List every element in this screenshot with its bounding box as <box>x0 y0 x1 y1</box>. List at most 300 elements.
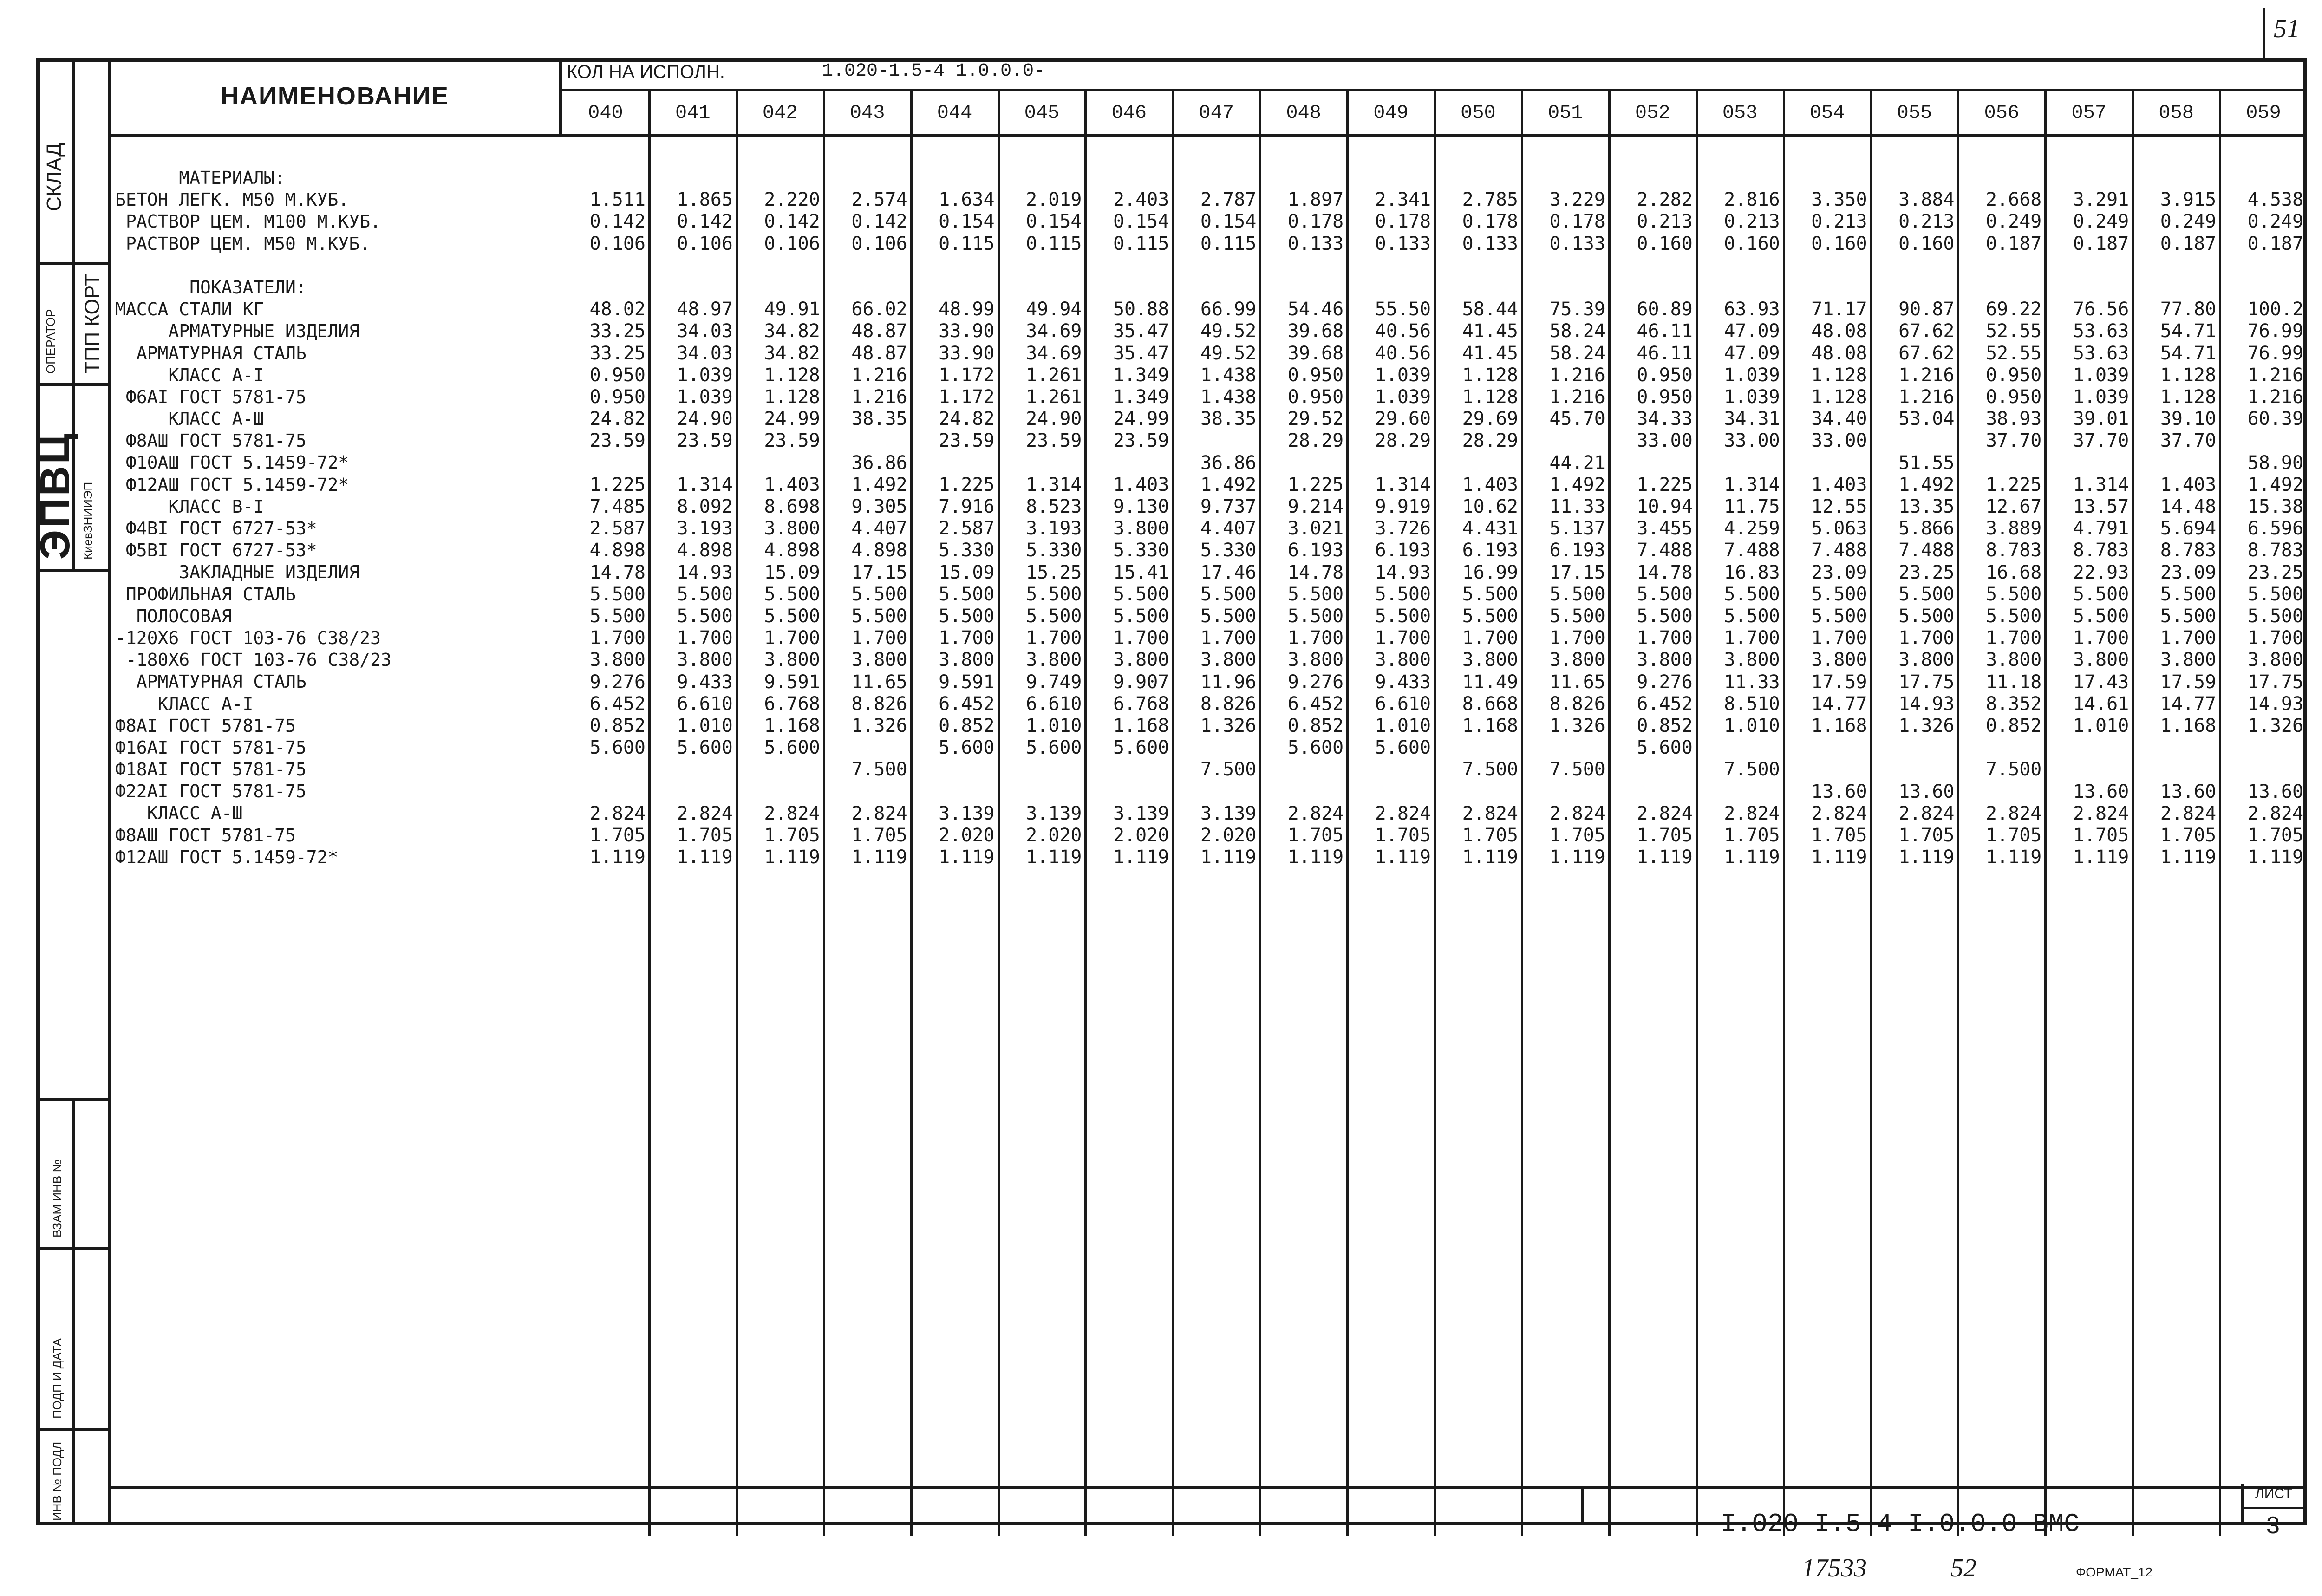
strip-divider <box>36 383 111 386</box>
column-header: 044 <box>911 91 998 137</box>
table-cell: 7.500 <box>1200 759 1257 781</box>
table-cell: 6.193 <box>1462 540 1518 561</box>
table-cell: 1.119 <box>1462 847 1518 868</box>
stamp-epvts: ЭПВЦ <box>32 431 78 560</box>
stamp-tpp-kort: ТПП КОРТ <box>81 274 104 374</box>
table-cell: 47.09 <box>1724 320 1780 342</box>
table-cell: 0.133 <box>1462 233 1518 254</box>
table-cell: 3.800 <box>1811 649 1867 671</box>
table-cell: 4.538 <box>2247 189 2304 211</box>
format-label: ФОРМАТ_12 <box>2076 1565 2153 1579</box>
table-cell: 1.314 <box>1375 474 1431 495</box>
table-cell: 5.500 <box>1200 583 1257 605</box>
column-divider <box>2219 91 2221 1536</box>
row-name: ЗАКЛАДНЫЕ ИЗДЕЛИЯ <box>115 562 360 583</box>
table-cell: 51.55 <box>1898 452 1955 474</box>
table-cell: 8.352 <box>1985 693 2042 715</box>
table-cell: 3.800 <box>1113 649 1169 671</box>
table-cell: 35.47 <box>1113 320 1169 342</box>
row-name: ПОЛОСОВАЯ <box>115 606 232 626</box>
table-cell: 1.705 <box>1375 825 1431 846</box>
table-cell: 2.787 <box>1200 189 1257 211</box>
table-cell: 5.500 <box>1549 606 1605 627</box>
table-cell: 3.800 <box>2247 649 2304 671</box>
table-cell: 0.249 <box>2247 211 2304 233</box>
table-cell: 0.178 <box>1462 211 1518 233</box>
table-cell: 6.452 <box>1287 693 1344 715</box>
column-divider <box>1346 91 1349 1536</box>
table-cell: 0.160 <box>1724 233 1780 254</box>
table-cell: 33.25 <box>589 320 646 342</box>
table-cell: 3.726 <box>1375 518 1431 540</box>
table-cell: 8.092 <box>677 496 733 517</box>
table-cell: 39.68 <box>1287 320 1344 342</box>
table-cell: 45.70 <box>1549 408 1605 430</box>
page-number-bar <box>2263 8 2265 62</box>
table-cell: 9.276 <box>1287 671 1344 693</box>
table-cell: 0.213 <box>1898 211 1955 233</box>
table-cell: 16.99 <box>1462 561 1518 583</box>
table-cell: 1.261 <box>1026 386 1082 408</box>
table-cell: 1.119 <box>1811 847 1867 868</box>
table-cell: 5.500 <box>1462 606 1518 627</box>
table-cell: 9.749 <box>1026 671 1082 693</box>
table-cell: 2.282 <box>1637 189 1693 211</box>
table-cell: 5.500 <box>939 583 995 605</box>
table-cell: 6.452 <box>1637 693 1693 715</box>
table-cell: 9.737 <box>1200 496 1257 517</box>
name-column-header: НАИМЕНОВАНИЕ <box>111 58 562 137</box>
table-cell: 53.63 <box>2073 342 2129 364</box>
table-cell: 5.600 <box>1375 737 1431 759</box>
table-cell: 0.950 <box>1637 364 1693 386</box>
column-header: 053 <box>1696 91 1784 137</box>
table-cell: 5.600 <box>1113 737 1169 759</box>
table-cell: 1.705 <box>1549 825 1605 846</box>
table-cell: 75.39 <box>1549 299 1605 320</box>
table-cell: 38.35 <box>851 408 907 430</box>
table-cell: 58.90 <box>2247 452 2304 474</box>
table-cell: 0.852 <box>1985 715 2042 736</box>
table-cell: 2.020 <box>1026 825 1082 846</box>
table-cell: 1.128 <box>764 386 820 408</box>
table-cell: 1.172 <box>939 386 995 408</box>
table-cell: 1.314 <box>1026 474 1082 495</box>
table-cell: 17.43 <box>2073 671 2129 693</box>
table-cell: 8.783 <box>2160 540 2217 561</box>
table-cell: 13.60 <box>1811 781 1867 802</box>
table-cell: 3.884 <box>1898 189 1955 211</box>
table-cell: 1.700 <box>2247 627 2304 649</box>
table-cell: 0.106 <box>851 233 907 254</box>
table-cell: 17.15 <box>1549 561 1605 583</box>
table-cell: 3.800 <box>1462 649 1518 671</box>
row-name: Ф6АI ГОСТ 5781-75 <box>115 386 307 407</box>
table-cell: 0.249 <box>2073 211 2129 233</box>
table-cell: 3.139 <box>1113 802 1169 824</box>
row-name: РАСТВОР ЦЕМ. М50 М.КУБ. <box>115 233 371 254</box>
table-cell: 1.039 <box>677 386 733 408</box>
table-cell: 3.800 <box>1200 649 1257 671</box>
table-cell: 1.700 <box>1287 627 1344 649</box>
table-cell: 3.800 <box>851 649 907 671</box>
table-cell: 5.500 <box>1985 606 2042 627</box>
table-cell: 2.824 <box>1898 802 1955 824</box>
table-cell: 5.500 <box>1898 583 1955 605</box>
row-name: МАССА СТАЛИ КГ <box>115 299 264 320</box>
table-cell: 10.94 <box>1637 496 1693 517</box>
table-cell: 67.62 <box>1898 342 1955 364</box>
table-cell: 33.00 <box>1724 430 1780 452</box>
table-cell: 1.119 <box>677 847 733 868</box>
table-cell: 1.700 <box>1462 627 1518 649</box>
table-cell: 33.90 <box>939 320 995 342</box>
specification-table <box>111 58 2307 1488</box>
table-cell: 1.700 <box>2073 627 2129 649</box>
table-cell: 11.75 <box>1724 496 1780 517</box>
table-cell: 1.168 <box>1113 715 1169 736</box>
table-cell: 53.63 <box>2073 320 2129 342</box>
row-name: -120Х6 ГОСТ 103-76 С38/23 <box>115 627 381 648</box>
table-cell: 41.45 <box>1462 342 1518 364</box>
table-cell: 33.25 <box>589 342 646 364</box>
row-name: АРМАТУРНАЯ СТАЛЬ <box>115 343 307 364</box>
table-cell: 9.907 <box>1113 671 1169 693</box>
table-cell: 8.783 <box>2247 540 2304 561</box>
row-name: Ф22АI ГОСТ 5781-75 <box>115 781 307 802</box>
table-cell: 15.09 <box>764 561 820 583</box>
table-cell: 3.800 <box>1549 649 1605 671</box>
table-cell: 1.314 <box>677 474 733 495</box>
table-cell: 1.010 <box>1375 715 1431 736</box>
table-cell: 13.35 <box>1898 496 1955 517</box>
table-cell: 2.824 <box>1375 802 1431 824</box>
table-cell: 1.119 <box>1287 847 1344 868</box>
table-cell: 1.403 <box>2160 474 2217 495</box>
table-cell: 47.09 <box>1724 342 1780 364</box>
table-cell: 0.142 <box>851 211 907 233</box>
table-cell: 1.039 <box>1724 364 1780 386</box>
table-cell: 13.60 <box>2247 781 2304 802</box>
table-cell: 1.326 <box>1200 715 1257 736</box>
table-cell: 52.55 <box>1985 342 2042 364</box>
table-cell: 1.128 <box>1462 364 1518 386</box>
table-cell: 40.56 <box>1375 320 1431 342</box>
table-cell: 0.142 <box>764 211 820 233</box>
column-header: 049 <box>1347 91 1435 137</box>
table-cell: 1.403 <box>1462 474 1518 495</box>
table-cell: 50.88 <box>1113 299 1169 320</box>
table-cell: 3.455 <box>1637 518 1693 540</box>
table-cell: 3.800 <box>677 649 733 671</box>
table-cell: 7.488 <box>1724 540 1780 561</box>
table-cell: 5.600 <box>1287 737 1344 759</box>
table-cell: 23.59 <box>589 430 646 452</box>
table-cell: 5.330 <box>1026 540 1082 561</box>
table-cell: 15.25 <box>1026 561 1082 583</box>
table-cell: 2.403 <box>1113 189 1169 211</box>
table-cell: 11.49 <box>1462 671 1518 693</box>
table-cell: 8.510 <box>1724 693 1780 715</box>
table-cell: 0.950 <box>1287 364 1344 386</box>
column-header: 059 <box>2220 91 2307 137</box>
table-cell: 39.01 <box>2073 408 2129 430</box>
table-cell: 7.488 <box>1898 540 1955 561</box>
table-cell: 14.61 <box>2073 693 2129 715</box>
table-cell: 0.115 <box>939 233 995 254</box>
table-cell: 52.55 <box>1985 320 2042 342</box>
table-cell: 8.783 <box>2073 540 2129 561</box>
table-cell: 1.705 <box>1462 825 1518 846</box>
row-name: БЕТОН ЛЕГК. М50 М.КУБ. <box>115 189 349 210</box>
table-cell: 1.403 <box>764 474 820 495</box>
table-cell: 2.020 <box>1113 825 1169 846</box>
table-cell: 2.824 <box>589 802 646 824</box>
table-cell: 66.02 <box>851 299 907 320</box>
column-header: 040 <box>562 91 649 137</box>
table-cell: 2.587 <box>589 518 646 540</box>
table-cell: 2.824 <box>851 802 907 824</box>
table-cell: 15.41 <box>1113 561 1169 583</box>
table-cell: 23.25 <box>1898 561 1955 583</box>
column-header: 047 <box>1173 91 1260 137</box>
table-cell: 0.106 <box>589 233 646 254</box>
table-cell: 23.09 <box>2160 561 2217 583</box>
table-cell: 1.039 <box>1375 364 1431 386</box>
table-cell: 1.168 <box>1811 715 1867 736</box>
table-cell: 1.128 <box>1462 386 1518 408</box>
table-cell: 1.705 <box>1724 825 1780 846</box>
table-cell: 58.24 <box>1549 320 1605 342</box>
table-cell: 1.349 <box>1113 386 1169 408</box>
table-cell: 6.610 <box>677 693 733 715</box>
table-cell: 5.500 <box>1637 606 1693 627</box>
table-cell: 54.71 <box>2160 342 2217 364</box>
table-cell: 4.898 <box>851 540 907 561</box>
column-divider <box>823 91 825 1536</box>
table-cell: 1.705 <box>1287 825 1344 846</box>
table-cell: 66.99 <box>1200 299 1257 320</box>
table-cell: 14.93 <box>1375 561 1431 583</box>
table-cell: 40.56 <box>1375 342 1431 364</box>
table-cell: 5.600 <box>1637 737 1693 759</box>
table-cell: 1.492 <box>2247 474 2304 495</box>
row-name: КЛАСС А-I <box>115 693 254 714</box>
table-cell: 1.119 <box>1113 847 1169 868</box>
table-cell: 12.55 <box>1811 496 1867 517</box>
table-cell: 1.700 <box>2160 627 2217 649</box>
table-cell: 1.119 <box>1724 847 1780 868</box>
table-cell: 1.119 <box>939 847 995 868</box>
row-name: Ф12АШ ГОСТ 5.1459-72* <box>115 847 339 867</box>
table-cell: 17.46 <box>1200 561 1257 583</box>
table-cell: 2.824 <box>2247 802 2304 824</box>
table-cell: 76.56 <box>2073 299 2129 320</box>
table-cell: 0.852 <box>589 715 646 736</box>
column-header: 041 <box>649 91 737 137</box>
column-header: 051 <box>1522 91 1609 137</box>
table-cell: 1.119 <box>764 847 820 868</box>
table-cell: 1.326 <box>1898 715 1955 736</box>
table-cell: 2.668 <box>1985 189 2042 211</box>
table-cell: 41.45 <box>1462 320 1518 342</box>
table-cell: 36.86 <box>851 452 907 474</box>
column-divider <box>1521 91 1523 1536</box>
table-cell: 2.824 <box>1637 802 1693 824</box>
table-cell: 2.824 <box>1811 802 1867 824</box>
table-cell: 1.700 <box>764 627 820 649</box>
table-cell: 0.187 <box>1985 233 2042 254</box>
table-cell: 0.950 <box>1637 386 1693 408</box>
table-cell: 0.154 <box>939 211 995 233</box>
table-cell: 23.09 <box>1811 561 1867 583</box>
table-cell: 2.824 <box>2160 802 2217 824</box>
column-header: 055 <box>1871 91 1958 137</box>
table-cell: 1.438 <box>1200 386 1257 408</box>
table-cell: 1.128 <box>2160 386 2217 408</box>
row-name: АРМАТУРНАЯ СТАЛЬ <box>115 671 307 692</box>
quantity-header-code: 1.020-1.5-4 1.0.0.0- <box>822 61 1045 82</box>
table-cell: 1.492 <box>851 474 907 495</box>
table-cell: 1.225 <box>589 474 646 495</box>
table-cell: 1.700 <box>1898 627 1955 649</box>
table-cell: 33.00 <box>1811 430 1867 452</box>
sheet-label: ЛИСТ <box>2255 1486 2293 1501</box>
table-cell: 5.500 <box>1898 606 1955 627</box>
table-cell: 5.500 <box>2160 583 2217 605</box>
table-cell: 0.950 <box>1985 386 2042 408</box>
table-cell: 14.78 <box>1287 561 1344 583</box>
table-cell: 17.15 <box>851 561 907 583</box>
table-cell: 7.500 <box>1462 759 1518 781</box>
table-cell: 3.800 <box>1724 649 1780 671</box>
table-cell: 1.700 <box>589 627 646 649</box>
table-cell: 39.68 <box>1287 342 1344 364</box>
table-cell: 1.119 <box>2247 847 2304 868</box>
table-cell: 3.021 <box>1287 518 1344 540</box>
table-cell: 2.019 <box>1026 189 1082 211</box>
table-cell: 34.31 <box>1724 408 1780 430</box>
table-cell: 1.119 <box>1898 847 1955 868</box>
table-cell: 5.500 <box>1200 606 1257 627</box>
row-name: АРМАТУРНЫЕ ИЗДЕЛИЯ <box>115 321 360 342</box>
table-cell: 1.314 <box>1724 474 1780 495</box>
table-cell: 3.800 <box>1113 518 1169 540</box>
table-cell: 1.225 <box>1985 474 2042 495</box>
table-cell: 28.29 <box>1287 430 1344 452</box>
table-cell: 8.698 <box>764 496 820 517</box>
column-header: 058 <box>2133 91 2220 137</box>
table-cell: 1.119 <box>1200 847 1257 868</box>
table-cell: 23.59 <box>764 430 820 452</box>
document-code: I.020-I.5-4 I.0.0.0 ВМС <box>1721 1509 2080 1539</box>
column-divider <box>1172 91 1174 1536</box>
row-name: -180Х6 ГОСТ 103-76 С38/23 <box>115 650 391 671</box>
table-cell: 1.705 <box>851 825 907 846</box>
table-cell: 3.139 <box>1026 802 1082 824</box>
table-cell: 28.29 <box>1462 430 1518 452</box>
table-cell: 5.500 <box>1113 606 1169 627</box>
table-cell: 0.187 <box>2247 233 2304 254</box>
table-cell: 48.02 <box>589 299 646 320</box>
table-cell: 3.193 <box>1026 518 1082 540</box>
table-cell: 34.33 <box>1637 408 1693 430</box>
table-cell: 2.816 <box>1724 189 1780 211</box>
table-cell: 7.488 <box>1811 540 1867 561</box>
table-cell: 0.852 <box>1637 715 1693 736</box>
table-cell: 0.187 <box>2073 233 2129 254</box>
table-cell: 6.193 <box>1287 540 1344 561</box>
table-cell: 1.119 <box>1985 847 2042 868</box>
table-cell: 49.91 <box>764 299 820 320</box>
table-cell: 34.40 <box>1811 408 1867 430</box>
table-cell: 48.08 <box>1811 342 1867 364</box>
table-cell: 1.119 <box>2160 847 2217 868</box>
table-cell: 49.94 <box>1026 299 1082 320</box>
table-cell: 14.78 <box>589 561 646 583</box>
table-cell: 1.438 <box>1200 364 1257 386</box>
table-cell: 5.500 <box>1811 606 1867 627</box>
strip-divider <box>36 262 111 265</box>
table-cell: 1.128 <box>2160 364 2217 386</box>
stamp-sklad: СКЛАД <box>43 143 65 211</box>
table-cell: 3.350 <box>1811 189 1867 211</box>
table-cell: 1.705 <box>2247 825 2304 846</box>
table-cell: 1.216 <box>1898 386 1955 408</box>
table-cell: 1.700 <box>677 627 733 649</box>
table-cell: 5.500 <box>851 583 907 605</box>
table-cell: 0.950 <box>589 386 646 408</box>
column-divider <box>1084 91 1087 1536</box>
table-cell: 1.216 <box>851 386 907 408</box>
table-cell: 3.800 <box>1985 649 2042 671</box>
table-cell: 23.59 <box>1026 430 1082 452</box>
table-cell: 7.500 <box>1724 759 1780 781</box>
table-cell: 0.213 <box>1637 211 1693 233</box>
table-cell: 48.08 <box>1811 320 1867 342</box>
table-cell: 0.213 <box>1724 211 1780 233</box>
table-cell: 15.09 <box>939 561 995 583</box>
quantity-header <box>562 58 2307 91</box>
table-cell: 69.22 <box>1985 299 2042 320</box>
table-cell: 11.33 <box>1724 671 1780 693</box>
table-cell: 0.852 <box>1287 715 1344 736</box>
table-cell: 1.010 <box>1026 715 1082 736</box>
table-cell: 63.93 <box>1724 299 1780 320</box>
table-cell: 16.68 <box>1985 561 2042 583</box>
table-cell: 1.039 <box>2073 386 2129 408</box>
table-cell: 6.452 <box>939 693 995 715</box>
table-cell: 0.133 <box>1375 233 1431 254</box>
table-cell: 1.492 <box>1549 474 1605 495</box>
table-cell: 1.700 <box>1200 627 1257 649</box>
table-cell: 1.705 <box>1898 825 1955 846</box>
table-cell: 0.115 <box>1026 233 1082 254</box>
table-cell: 1.705 <box>2073 825 2129 846</box>
table-cell: 6.610 <box>1026 693 1082 715</box>
table-cell: 0.154 <box>1113 211 1169 233</box>
table-cell: 2.785 <box>1462 189 1518 211</box>
table-cell: 1.119 <box>1026 847 1082 868</box>
column-header: 043 <box>824 91 911 137</box>
table-cell: 49.52 <box>1200 342 1257 364</box>
table-cell: 34.82 <box>764 342 820 364</box>
table-cell: 33.00 <box>1637 430 1693 452</box>
table-cell: 3.193 <box>677 518 733 540</box>
table-cell: 1.216 <box>1549 386 1605 408</box>
table-cell: 1.700 <box>1985 627 2042 649</box>
table-cell: 9.433 <box>677 671 733 693</box>
